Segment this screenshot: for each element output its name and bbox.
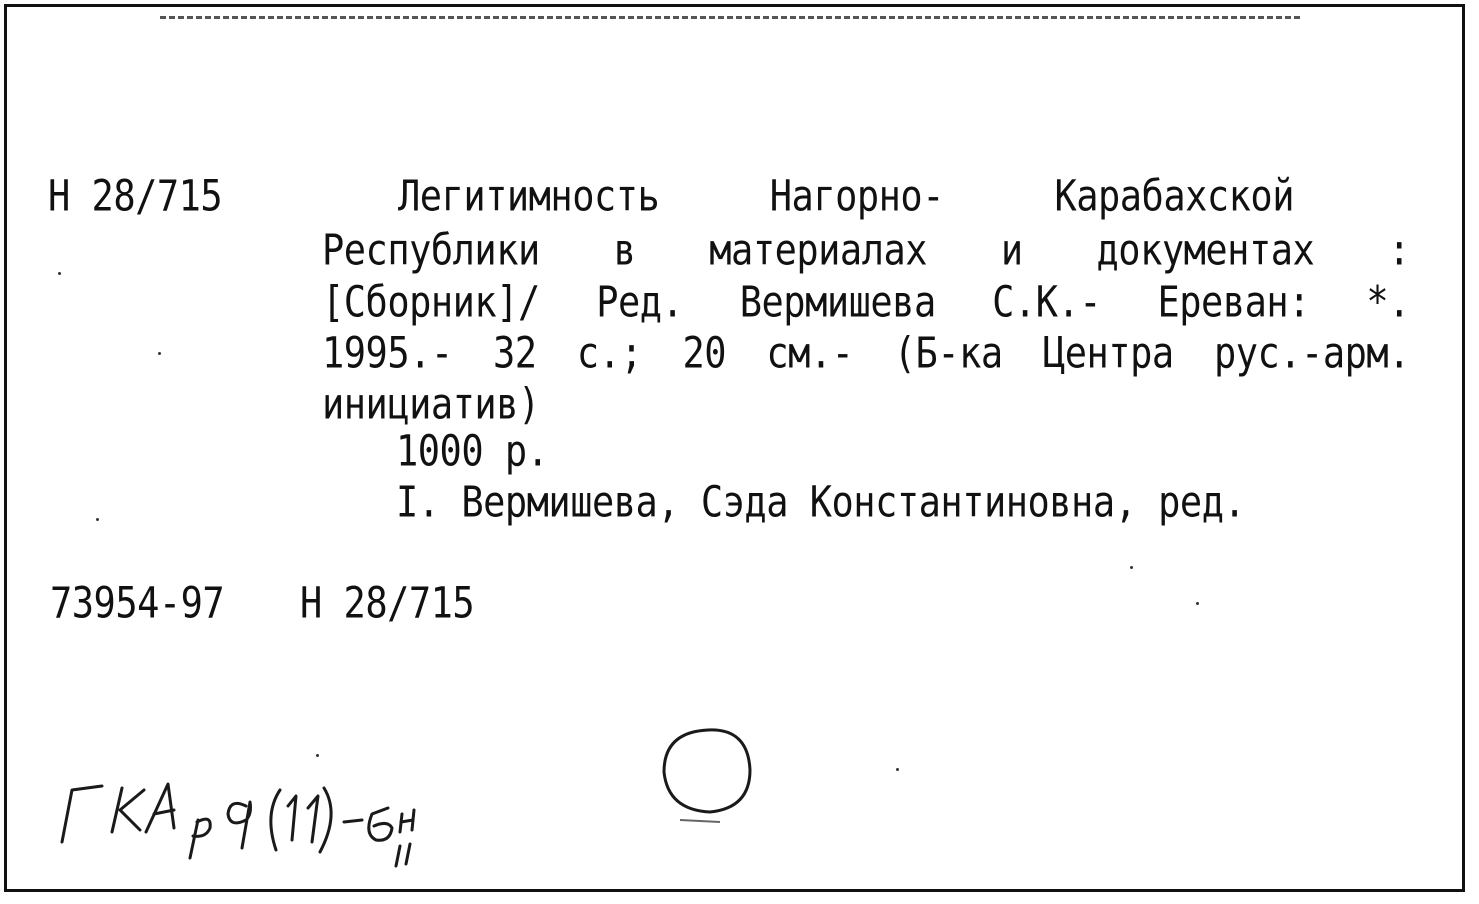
price: 1000 р.	[396, 426, 549, 476]
title-word: Центра	[1042, 328, 1174, 378]
scan-speck	[1130, 566, 1133, 569]
scan-speck	[58, 272, 61, 275]
added-entry: I. Вермишева, Сэда Константиновна, ред.	[396, 477, 1246, 527]
title-word: документах	[1096, 225, 1315, 275]
title-word: Вермишева	[739, 277, 936, 327]
title-line-4	[322, 328, 1410, 378]
handwritten-shelf-mark	[50, 770, 550, 890]
scan-speck	[896, 768, 899, 771]
title-word: Республики	[322, 225, 540, 275]
title-word: [Сборник]/	[322, 277, 540, 327]
scan-speck	[158, 352, 161, 355]
title-word: рус.-арм.	[1213, 328, 1410, 378]
title-word: 32	[492, 328, 537, 378]
inventory-number: 73954-97	[50, 578, 225, 628]
title-word: Легитимность	[398, 171, 660, 221]
title-word: с.;	[576, 328, 643, 378]
title-word: 1995.-	[322, 328, 453, 378]
title-word: Ереван:	[1157, 277, 1310, 327]
title-word: Карабахской	[1054, 171, 1294, 221]
title-word: С.К.-	[992, 277, 1102, 327]
title-word: материалах	[709, 225, 928, 275]
title-word: :	[1388, 225, 1410, 275]
call-number: Н 28/715	[48, 171, 223, 221]
title-line-5: инициатив)	[322, 379, 540, 429]
title-word: Нагорно-	[769, 171, 944, 221]
scan-speck	[316, 754, 319, 757]
title-word: (Б-ка	[893, 328, 1003, 378]
title-word: 20	[682, 328, 727, 378]
title-word: и	[1000, 225, 1023, 275]
top-dashed-rule	[160, 16, 1300, 19]
circle-mark	[650, 720, 770, 830]
title-word: *.	[1366, 277, 1410, 327]
scan-speck	[96, 518, 99, 521]
title-line-2	[322, 225, 1410, 275]
inventory-call-number: Н 28/715	[300, 578, 475, 628]
title-line-3	[322, 277, 1410, 327]
scan-speck	[1196, 602, 1199, 605]
title-word: Ред.	[596, 277, 684, 327]
title-line-1	[398, 171, 1294, 221]
title-word: см.-	[766, 328, 854, 378]
title-word: в	[613, 225, 636, 275]
